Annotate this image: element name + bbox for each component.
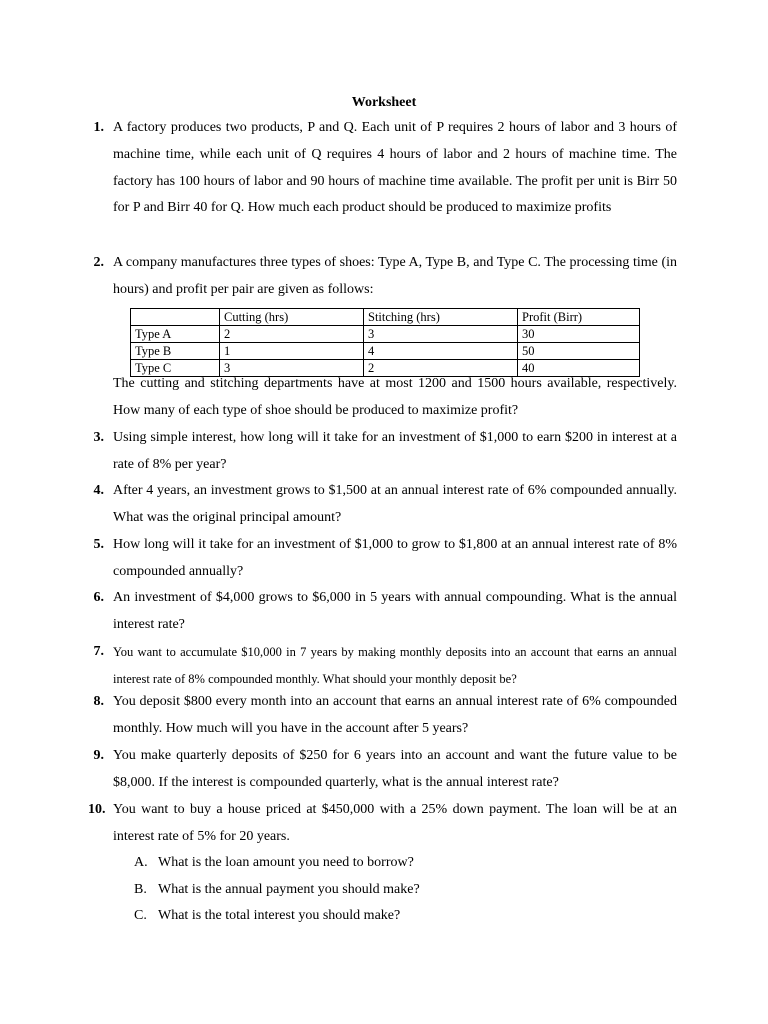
table-cell: Type B xyxy=(131,343,220,360)
table-header-cell: Profit (Birr) xyxy=(518,309,640,326)
question-text: You want to accumulate $10,000 in 7 years by making monthly deposits into an account that earns an annual interest rate of 8% compounded monthly. What should your monthly deposit be? xyxy=(113,645,677,686)
question-number: 2. xyxy=(93,255,104,270)
sub-question-c xyxy=(134,903,400,929)
question-number: 9. xyxy=(93,748,104,763)
table-row xyxy=(131,343,640,360)
table-cell: 2 xyxy=(220,326,364,343)
table-cell: 30 xyxy=(518,326,640,343)
table-cell: 50 xyxy=(518,343,640,360)
table-header-cell: Stitching (hrs) xyxy=(364,309,518,326)
sub-question-letter: B. xyxy=(134,882,147,897)
table-header-row xyxy=(131,309,640,326)
question-text: How long will it take for an investment of $1,000 to grow to $1,800 at an annual interest rate of 8% compounded annually? xyxy=(113,537,677,579)
table-header-cell: Cutting (hrs) xyxy=(220,309,364,326)
table-header-cell xyxy=(131,309,220,326)
question-text: You make quarterly deposits of $250 for 6 years into an account and want the future value to be $8,000. If the interest is compounded quarterly, what is the annual interest rate? xyxy=(113,748,677,790)
table-cell: Type A xyxy=(131,326,220,343)
question-text: Using simple interest, how long will it take for an investment of $1,000 to earn $200 in interest at a rate of 8% per year? xyxy=(113,430,677,472)
table-cell: 2 xyxy=(364,360,518,377)
question-number: 4. xyxy=(93,483,104,498)
question-1 xyxy=(88,115,677,222)
sub-question-b xyxy=(134,877,420,903)
question-2 xyxy=(88,250,677,304)
question-number: 10. xyxy=(88,802,106,817)
question-6 xyxy=(88,585,677,639)
question-5 xyxy=(88,532,677,586)
table-cell: 40 xyxy=(518,360,640,377)
table-cell: 4 xyxy=(364,343,518,360)
question-9 xyxy=(88,743,677,797)
question-number: 6. xyxy=(93,590,104,605)
question-number: 3. xyxy=(93,430,104,445)
sub-question-letter: A. xyxy=(134,855,148,870)
question-7 xyxy=(88,639,677,693)
question-text: An investment of $4,000 grows to $6,000 in 5 years with annual compounding. What is the annual interest rate? xyxy=(113,590,677,632)
question-4 xyxy=(88,478,677,532)
question-text: After 4 years, an investment grows to $1,500 at an annual interest rate of 6% compounded annually. What was the original principal amount? xyxy=(113,483,677,525)
sub-question-a xyxy=(134,850,414,876)
question-number: 1. xyxy=(93,120,104,135)
table-cell: 3 xyxy=(220,360,364,377)
table-cell: 1 xyxy=(220,343,364,360)
sub-question-text: What is the annual payment you should make? xyxy=(158,882,420,897)
table-cell: Type C xyxy=(131,360,220,377)
question-number: 8. xyxy=(93,694,104,709)
question-3 xyxy=(88,425,677,479)
question-number: 7. xyxy=(93,644,104,659)
question-text: A company manufactures three types of shoes: Type A, Type B, and Type C. The processing time (in hours) and profit per pair are given as follows: xyxy=(113,255,677,297)
question-number: 5. xyxy=(93,537,104,552)
sub-question-letter: C. xyxy=(134,908,147,923)
question-text: A factory produces two products, P and Q. Each unit of P requires 2 hours of labor and 3 hours of machine time, while each unit of Q requires 4 hours of labor and 2 hours of machine time. The factory has 100 hours of labor and 90 hours of machine time available. The profit per unit is Birr 50 for P and Birr 40 for Q. How much each product should be produced to maximize profits xyxy=(113,120,677,216)
question-text: You deposit $800 every month into an account that earns an annual interest rate of 6% compounded monthly. How much will you have in the account after 5 years? xyxy=(113,694,677,736)
page-title: Worksheet xyxy=(351,95,417,110)
question-2-continuation: The cutting and stitching departments have at most 1200 and 1500 hours available, respectively. How many of each type of shoe should be produced to maximize profit? xyxy=(113,376,677,418)
question-10 xyxy=(88,797,677,851)
shoe-data-table xyxy=(130,308,640,377)
table-row xyxy=(131,326,640,343)
table-cell: 3 xyxy=(364,326,518,343)
question-8 xyxy=(88,689,677,743)
sub-question-text: What is the total interest you should make? xyxy=(158,908,401,923)
sub-question-text: What is the loan amount you need to borrow? xyxy=(158,855,414,870)
question-text: You want to buy a house priced at $450,000 with a 25% down payment. The loan will be at an interest rate of 5% for 20 years. xyxy=(113,802,677,844)
